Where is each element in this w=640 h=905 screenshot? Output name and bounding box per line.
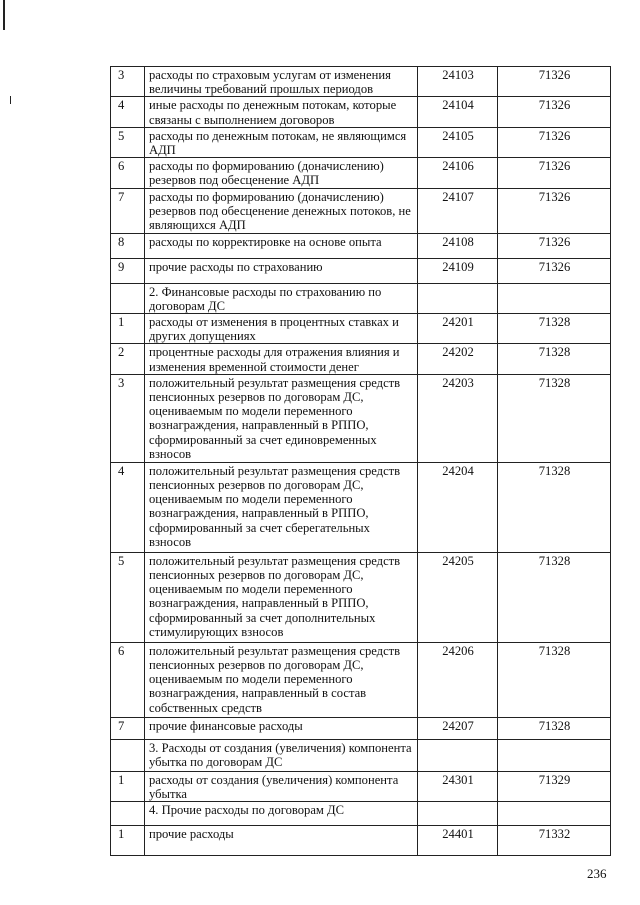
row-description: прочие финансовые расходы [145,717,418,739]
table-row [111,642,611,717]
row-account: 71326 [498,97,611,127]
row-account: 71326 [498,67,611,97]
row-account: 71328 [498,552,611,642]
page-number: 236 [587,866,607,881]
row-code: 24205 [418,552,498,642]
row-description: расходы от создания (увеличения) компонента убытка [145,771,418,801]
row-code: 24109 [418,258,498,283]
row-code: 24201 [418,314,498,344]
row-code [418,739,498,771]
row-account: 71328 [498,462,611,552]
row-account: 71328 [498,717,611,739]
row-code: 24104 [418,97,498,127]
row-description: расходы от изменения в процентных ставках и других допущениях [145,314,418,344]
row-code [418,802,498,826]
row-description: процентные расходы для отражения влияния и изменения временной стоимости денег [145,344,418,374]
table-row [111,344,611,374]
row-number [111,283,145,313]
row-description: расходы по формированию (доначислению) резервов под обесценение АДП [145,158,418,188]
row-description: иные расходы по денежным потокам, которые связаны с выполнением договоров [145,97,418,127]
row-account: 71328 [498,642,611,717]
row-account [498,283,611,313]
row-account: 71328 [498,314,611,344]
row-account: 71328 [498,374,611,462]
row-number: 1 [111,314,145,344]
scan-dot-mark [10,96,11,104]
row-number: 4 [111,97,145,127]
row-number: 1 [111,771,145,801]
row-account: 71326 [498,158,611,188]
table-row [111,67,611,97]
row-number: 5 [111,127,145,157]
row-code: 24206 [418,642,498,717]
row-description: прочие расходы [145,826,418,856]
row-code: 24301 [418,771,498,801]
table-row [111,97,611,127]
row-number: 6 [111,158,145,188]
row-account: 71326 [498,258,611,283]
row-code: 24105 [418,127,498,157]
accounts-table [110,66,611,856]
row-code: 24108 [418,233,498,258]
row-code: 24202 [418,344,498,374]
row-account: 71326 [498,127,611,157]
row-code: 24401 [418,826,498,856]
row-number: 1 [111,826,145,856]
row-description: положительный результат размещения средств пенсионных резервов по договорам ДС, оцениваемым по модели переменного вознаграждения, направленный в состав собственных средств [145,642,418,717]
row-number: 4 [111,462,145,552]
row-description: положительный результат размещения средств пенсионных резервов по договорам ДС, оцениваемым по модели переменного вознаграждения, направленный в РППО, сформированный за счет дополнительных стимулирующих взносов [145,552,418,642]
row-description: расходы по денежным потокам, не являющимся АДП [145,127,418,157]
row-number: 6 [111,642,145,717]
row-number [111,802,145,826]
row-code: 24107 [418,188,498,233]
row-number: 2 [111,344,145,374]
row-code: 24203 [418,374,498,462]
table-row [111,771,611,801]
row-description: расходы по формированию (доначислению) резервов под обесценение денежных потоков, не являющихся АДП [145,188,418,233]
table-row [111,188,611,233]
row-code: 24103 [418,67,498,97]
row-description: положительный результат размещения средств пенсионных резервов по договорам ДС, оцениваемым по модели переменного вознаграждения, направленный в РППО, сформированный за счет сберегательных взносов [145,462,418,552]
section-heading: 4. Прочие расходы по договорам ДС [145,802,418,826]
table-row [111,233,611,258]
section-heading: 2. Финансовые расходы по страхованию по договорам ДС [145,283,418,313]
row-number: 7 [111,717,145,739]
section-heading-row [111,283,611,313]
row-description: расходы по корректировке на основе опыта [145,233,418,258]
table-row [111,717,611,739]
table-row [111,158,611,188]
row-account: 71329 [498,771,611,801]
table-row [111,258,611,283]
section-heading-row [111,739,611,771]
row-code [418,283,498,313]
row-account: 71328 [498,344,611,374]
table-row [111,314,611,344]
row-code: 24204 [418,462,498,552]
table-row [111,462,611,552]
row-code: 24106 [418,158,498,188]
row-number [111,739,145,771]
row-account: 71332 [498,826,611,856]
row-account: 71326 [498,188,611,233]
section-heading: 3. Расходы от создания (увеличения) компонента убытка по договорам ДС [145,739,418,771]
section-heading-row [111,802,611,826]
row-number: 5 [111,552,145,642]
row-number: 7 [111,188,145,233]
row-number: 8 [111,233,145,258]
row-description: прочие расходы по страхованию [145,258,418,283]
row-number: 9 [111,258,145,283]
table-row [111,552,611,642]
row-description: расходы по страховым услугам от изменения величины требований прошлых периодов [145,67,418,97]
table-row [111,826,611,856]
table-row [111,127,611,157]
row-code: 24207 [418,717,498,739]
row-account: 71326 [498,233,611,258]
scan-edge-mark [3,0,5,30]
row-description: положительный результат размещения средств пенсионных резервов по договорам ДС, оцениваемым по модели переменного вознаграждения, направленный в РППО, сформированный за счет единовременных взносов [145,374,418,462]
row-number: 3 [111,374,145,462]
row-account [498,802,611,826]
row-account [498,739,611,771]
row-number: 3 [111,67,145,97]
table-row [111,374,611,462]
